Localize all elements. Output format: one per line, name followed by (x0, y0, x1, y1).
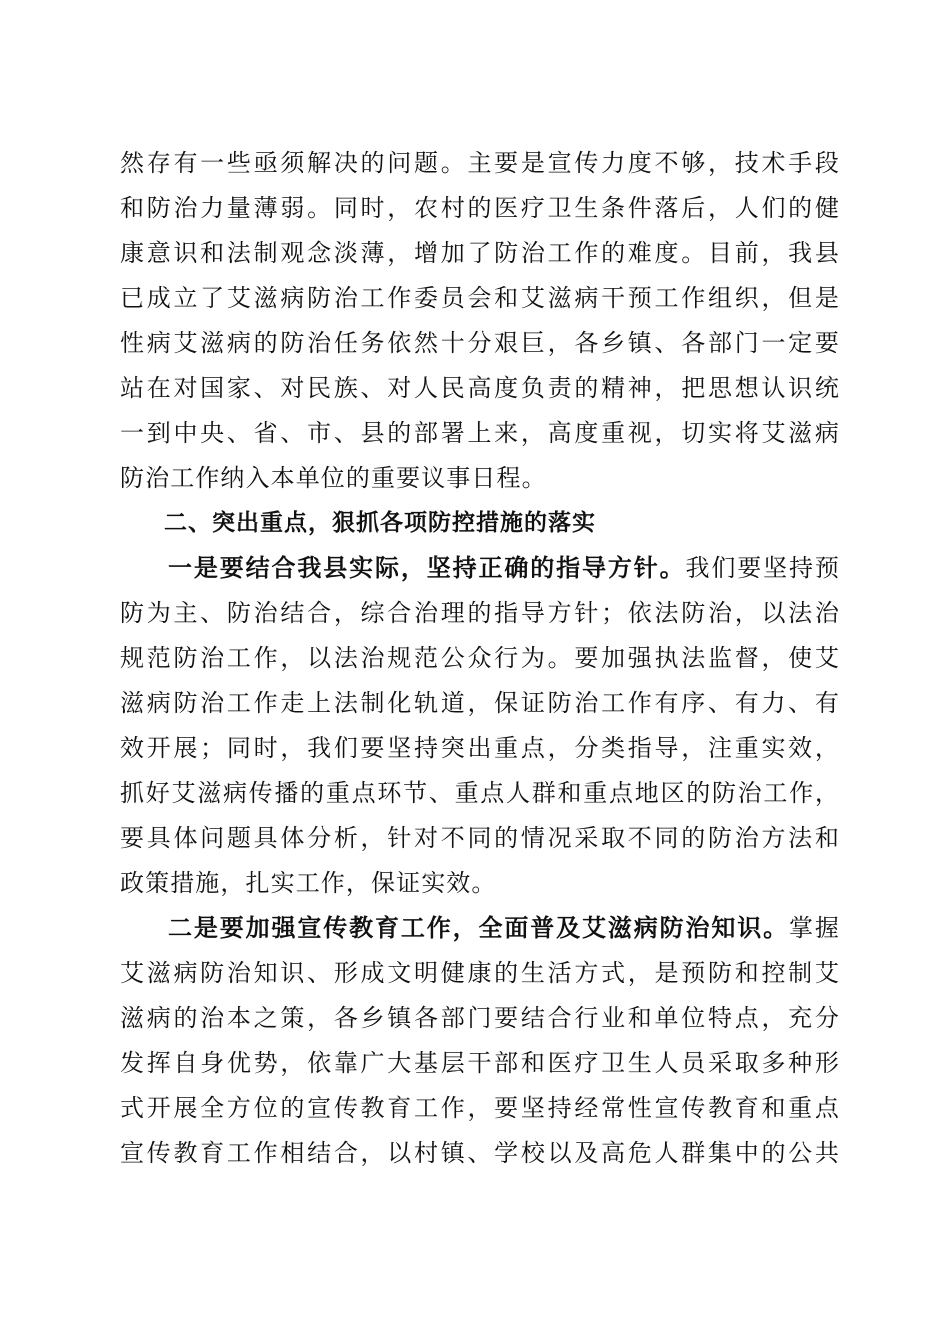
body-text-line: 防为主、防治结合，综合治理的指导方针；依法防治，以法治 (120, 599, 840, 627)
body-text-line: 防治工作纳入本单位的重要议事日程。 (120, 464, 547, 492)
paragraph-first-line (168, 546, 840, 590)
body-text-line: 效开展；同时，我们要坚持突出重点，分类指导，注重实效， (120, 734, 840, 762)
paragraph-first-line (168, 906, 840, 950)
body-text-line: 滋病的治本之策，各乡镇各部门要结合行业和单位特点，充分 (120, 1004, 840, 1032)
body-text-line: 政策措施，扎实工作，保证实效。 (120, 869, 497, 897)
body-text-line: 性病艾滋病的防治任务依然十分艰巨，各乡镇、各部门一定要 (120, 329, 840, 357)
body-text-line: 抓好艾滋病传播的重点环节、重点人群和重点地区的防治工作， (120, 779, 840, 807)
section-heading: 二、突出重点，狠抓各项防控措施的落实 (164, 510, 596, 536)
paragraph-lead-sentence: 一是要结合我县实际，坚持正确的指导方针。 (168, 553, 686, 582)
body-text-line: 规范防治工作，以法治规范公众行为。要加强执法监督，使艾 (120, 644, 840, 672)
paragraph-lead-sentence: 二是要加强宣传教育工作，全面普及艾滋病防治知识。 (168, 913, 790, 942)
body-text-line: 康意识和法制观念淡薄，增加了防治工作的难度。目前，我县 (120, 239, 840, 267)
body-text-line: 站在对国家、对民族、对人民高度负责的精神，把思想认识统 (120, 374, 840, 402)
body-text-line: 要具体问题具体分析，针对不同的情况采取不同的防治方法和 (120, 824, 840, 852)
body-text-line: 宣传教育工作相结合，以村镇、学校以及高危人群集中的公共 (120, 1139, 840, 1167)
body-text-line: 式开展全方位的宣传教育工作，要坚持经常性宣传教育和重点 (120, 1094, 840, 1122)
body-text-line: 然存有一些亟须解决的问题。主要是宣传力度不够，技术手段 (120, 149, 840, 177)
paragraph-first-line-rest: 掌握 (789, 914, 840, 942)
body-text-line: 发挥自身优势，依靠广大基层干部和医疗卫生人员采取多种形 (120, 1049, 840, 1077)
paragraph-first-line-rest: 我们要坚持预 (685, 554, 840, 582)
body-text-line: 一到中央、省、市、县的部署上来，高度重视，切实将艾滋病 (120, 419, 840, 447)
body-text-line: 和防治力量薄弱。同时，农村的医疗卫生条件落后，人们的健 (120, 194, 840, 222)
body-text-line: 滋病防治工作走上法制化轨道，保证防治工作有序、有力、有 (120, 689, 840, 717)
body-text-line: 艾滋病防治知识、形成文明健康的生活方式，是预防和控制艾 (120, 959, 840, 987)
body-text-line: 已成立了艾滋病防治工作委员会和艾滋病干预工作组织，但是 (120, 284, 840, 312)
